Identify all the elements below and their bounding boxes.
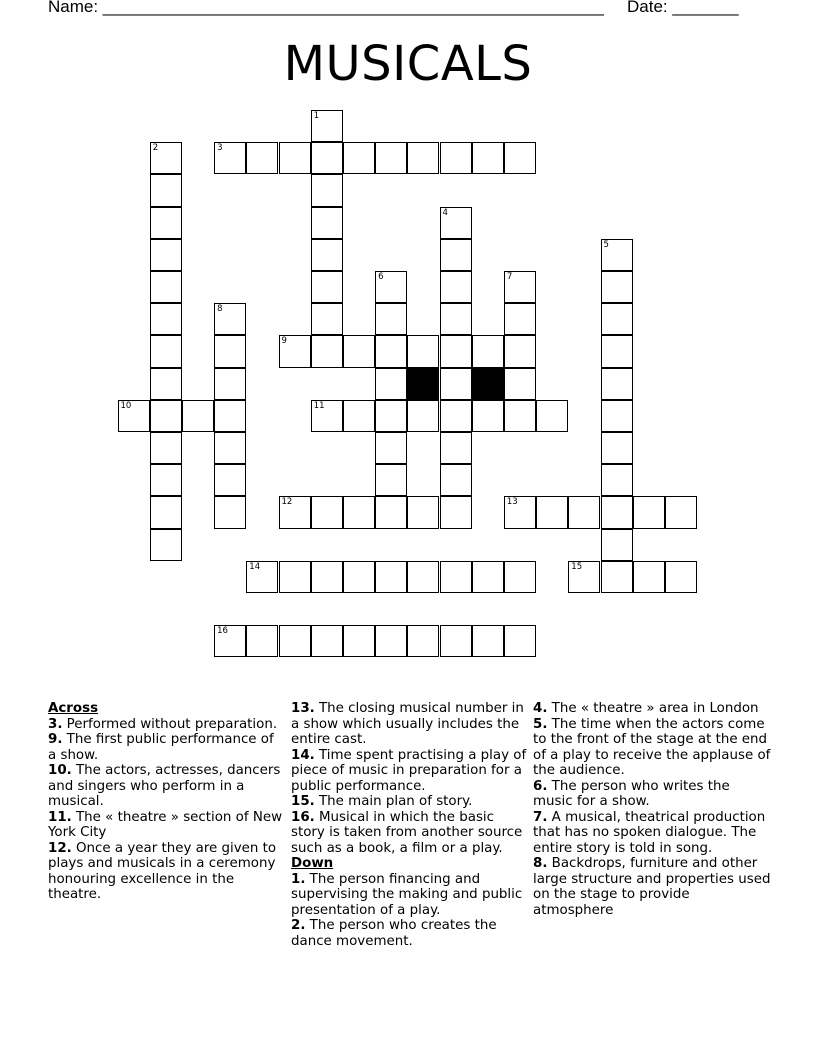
page-title: MUSICALS: [283, 36, 533, 92]
clue-item: [533, 701, 773, 717]
crossword-cell[interactable]: [150, 142, 182, 174]
crossword-cell[interactable]: [536, 496, 568, 528]
clue-number: 5: [603, 239, 609, 250]
clue-number: 1.: [291, 871, 306, 887]
crossword-cell[interactable]: [601, 335, 633, 367]
crossword-cell[interactable]: [375, 271, 407, 303]
crossword-cell[interactable]: [311, 110, 343, 142]
crossword-cell[interactable]: [311, 239, 343, 271]
crossword-cell[interactable]: [311, 400, 343, 432]
clue-number: 6: [378, 272, 384, 282]
crossword-cell[interactable]: [182, 400, 214, 432]
clue-item: [48, 841, 286, 903]
clue-text: The first public performance of a show.: [48, 732, 274, 763]
clue-number: 14: [249, 561, 261, 572]
clue-number: 16.: [291, 809, 315, 825]
crossword-cell[interactable]: [440, 271, 472, 303]
clue-number: 8: [217, 304, 223, 315]
clue-number: 11: [313, 400, 325, 411]
crossword-cell[interactable]: [375, 400, 407, 432]
clue-item: [48, 763, 286, 810]
crossword-cell[interactable]: [407, 561, 439, 593]
crossword-cell[interactable]: [214, 335, 246, 367]
crossword-cell[interactable]: [504, 142, 536, 174]
crossword-cell[interactable]: [536, 400, 568, 432]
crossword-cell[interactable]: [150, 529, 182, 561]
clues-column-2: [291, 701, 527, 949]
crossword-cell[interactable]: [343, 625, 375, 657]
crossword-cell[interactable]: [504, 335, 536, 367]
crossword-cell[interactable]: [601, 303, 633, 335]
crossword-cell[interactable]: [150, 464, 182, 496]
clue-number: 4: [442, 207, 448, 218]
crossword-cell[interactable]: [150, 400, 182, 432]
crossword-cell[interactable]: [375, 464, 407, 496]
crossword-cell[interactable]: [601, 496, 633, 528]
crossword-cell[interactable]: [407, 142, 439, 174]
crossword-cell[interactable]: [504, 561, 536, 593]
crossword-cell[interactable]: [279, 625, 311, 657]
crossword-cell[interactable]: [214, 303, 246, 335]
crossword-cell[interactable]: [601, 368, 633, 400]
crossword-cell[interactable]: [407, 400, 439, 432]
clue-text: The main plan of story.: [314, 794, 473, 809]
crossword-cell[interactable]: [150, 174, 182, 206]
clue-number: 7: [506, 272, 513, 282]
crossword-block: [407, 368, 439, 400]
crossword-cell[interactable]: [214, 142, 246, 174]
crossword-cell[interactable]: [665, 496, 697, 528]
crossword-cell[interactable]: [472, 561, 504, 593]
crossword-cell[interactable]: [504, 368, 536, 400]
crossword-cell[interactable]: [375, 142, 407, 174]
crossword-cell[interactable]: [601, 239, 633, 271]
crossword-cell[interactable]: [311, 625, 343, 657]
crossword-cell[interactable]: [214, 496, 246, 528]
crossword-cell[interactable]: [311, 207, 343, 239]
crossword-cell[interactable]: [504, 625, 536, 657]
crossword-cell[interactable]: [440, 207, 472, 239]
clue-number: 1: [313, 111, 320, 121]
clue-number: 2.: [291, 918, 306, 933]
clue-text: Once a year they are given to plays and musicals in a ceremony honouring excellence in the theatre.: [48, 840, 277, 902]
clue-text: The person financing and supervising the making and public presentation of a play.: [291, 871, 523, 918]
clue-item: [533, 779, 773, 810]
crossword-cell[interactable]: [375, 561, 407, 593]
crossword-cell[interactable]: [375, 432, 407, 464]
crossword-cell[interactable]: [633, 561, 665, 593]
crossword-cell[interactable]: [214, 432, 246, 464]
clue-item: [48, 810, 286, 841]
clue-text: The person who writes the music for a show.: [533, 778, 730, 809]
crossword-cell[interactable]: [407, 496, 439, 528]
clue-number: 7.: [533, 809, 548, 825]
crossword-cell[interactable]: [214, 400, 246, 432]
clue-number: 16: [217, 626, 228, 637]
clue-number: 14.: [291, 747, 315, 763]
clue-number: 2: [152, 143, 159, 154]
crossword-cell[interactable]: [343, 496, 375, 528]
clue-text: The closing musical number in a show which usually includes the entire cast.: [291, 701, 524, 747]
crossword-cell[interactable]: [279, 496, 311, 528]
crossword-cell[interactable]: [375, 625, 407, 657]
crossword-cell[interactable]: [150, 303, 182, 335]
crossword-cell[interactable]: [440, 368, 472, 400]
crossword-cell[interactable]: [440, 432, 472, 464]
clue-number: 15: [571, 561, 583, 572]
clue-number: 6.: [533, 778, 548, 794]
crossword-cell[interactable]: [246, 625, 278, 657]
clue-text: Time spent practising a play of piece of music in preparation for a public performance.: [291, 747, 527, 794]
crossword-block: [472, 368, 504, 400]
crossword-cell[interactable]: [279, 561, 311, 593]
crossword-cell[interactable]: [440, 464, 472, 496]
crossword-cell[interactable]: [568, 496, 600, 528]
clue-item: [291, 748, 527, 795]
clue-number: 15.: [291, 794, 315, 809]
crossword-cell[interactable]: [472, 142, 504, 174]
clue-item: [291, 701, 527, 748]
crossword-cell[interactable]: [150, 271, 182, 303]
crossword-cell[interactable]: [311, 496, 343, 528]
crossword-cell[interactable]: [440, 335, 472, 367]
crossword-cell[interactable]: [601, 400, 633, 432]
clue-number: 13.: [291, 701, 315, 716]
clue-number: 9.: [48, 732, 63, 747]
clue-item: [291, 810, 527, 857]
crossword-cell[interactable]: [407, 335, 439, 367]
clue-item: [48, 717, 286, 733]
crossword-cell[interactable]: [440, 625, 472, 657]
crossword-cell[interactable]: [440, 239, 472, 271]
crossword-cell[interactable]: [343, 335, 375, 367]
clue-number: 13: [506, 497, 518, 508]
crossword-cell[interactable]: [440, 561, 472, 593]
clue-item: [291, 794, 527, 810]
clue-item: [291, 872, 527, 919]
clue-number: 12: [281, 497, 293, 508]
crossword-cell[interactable]: [504, 496, 536, 528]
crossword-cell[interactable]: [343, 561, 375, 593]
clue-text: The actors, actresses, dancers and singers who perform in a musical.: [48, 763, 281, 809]
clue-number: 10.: [48, 763, 72, 778]
crossword-cell[interactable]: [440, 142, 472, 174]
clues-column-1: [48, 701, 286, 903]
down-heading: Down: [291, 856, 334, 871]
crossword-cell[interactable]: [633, 496, 665, 528]
clue-text: The « theatre » area in London: [547, 701, 759, 716]
clue-number: 10: [120, 400, 132, 411]
crossword-cell[interactable]: [150, 335, 182, 367]
clue-text: Performed without preparation.: [62, 716, 278, 732]
crossword-cell[interactable]: [601, 529, 633, 561]
clue-text: The person who creates the dance movement.: [291, 918, 497, 949]
crossword-cell[interactable]: [568, 561, 600, 593]
crossword-cell[interactable]: [472, 400, 504, 432]
clue-item: [533, 856, 773, 918]
crossword-cell[interactable]: [150, 368, 182, 400]
crossword-cell[interactable]: [375, 496, 407, 528]
clue-item: [48, 732, 286, 763]
crossword-cell[interactable]: [246, 561, 278, 593]
crossword-cell[interactable]: [407, 625, 439, 657]
name-field[interactable]: Name: _____________________________________________________: [48, 0, 604, 16]
crossword-cell[interactable]: [279, 142, 311, 174]
crossword-cell[interactable]: [601, 432, 633, 464]
crossword-cell[interactable]: [375, 335, 407, 367]
clue-item: [291, 918, 527, 949]
clue-item: [533, 717, 773, 779]
crossword-cell[interactable]: [343, 142, 375, 174]
clue-text: Backdrops, furniture and other large structure and properties used on the stage to provide atmosphere: [533, 856, 771, 918]
clue-item: [533, 810, 773, 857]
crossword-cell[interactable]: [440, 303, 472, 335]
crossword-cell[interactable]: [601, 271, 633, 303]
crossword-cell[interactable]: [440, 496, 472, 528]
crossword-cell[interactable]: [472, 335, 504, 367]
clue-number: 12.: [48, 840, 72, 856]
clue-text: The time when the actors come to the front of the stage at the end of a play to receive the applause of the audience.: [533, 716, 771, 778]
crossword-cell[interactable]: [601, 561, 633, 593]
crossword-cell[interactable]: [279, 335, 311, 367]
clue-text: The « theatre » section of New York City: [48, 809, 283, 840]
crossword-cell[interactable]: [214, 464, 246, 496]
crossword-cell[interactable]: [311, 335, 343, 367]
clue-text: A musical, theatrical production that has no spoken dialogue. The entire story is told in song.: [533, 809, 766, 856]
crossword-cell[interactable]: [150, 432, 182, 464]
crossword-cell[interactable]: [118, 400, 150, 432]
crossword-cell[interactable]: [665, 561, 697, 593]
crossword-cell[interactable]: [246, 142, 278, 174]
clue-number: 9: [281, 336, 287, 347]
crossword-cell[interactable]: [343, 400, 375, 432]
crossword-cell[interactable]: [504, 271, 536, 303]
crossword-cell[interactable]: [150, 496, 182, 528]
crossword-cell[interactable]: [150, 239, 182, 271]
crossword-cell[interactable]: [311, 174, 343, 206]
crossword-cell[interactable]: [601, 464, 633, 496]
clue-number: 4.: [533, 701, 548, 716]
crossword-cell[interactable]: [214, 368, 246, 400]
clue-number: 5.: [533, 716, 548, 732]
crossword-cell[interactable]: [375, 368, 407, 400]
crossword-cell[interactable]: [375, 303, 407, 335]
clue-text: Musical in which the basic story is taken from another source such as a book, a film or a play.: [291, 809, 523, 856]
crossword-cell[interactable]: [504, 400, 536, 432]
clues-column-3: [533, 701, 773, 918]
crossword-cell[interactable]: [214, 625, 246, 657]
crossword-cell[interactable]: [311, 561, 343, 593]
date-field[interactable]: Date: _______: [627, 0, 739, 16]
crossword-cell[interactable]: [504, 303, 536, 335]
across-heading: Across: [48, 701, 99, 716]
clue-number: 11.: [48, 809, 72, 825]
crossword-cell[interactable]: [440, 400, 472, 432]
clue-number: 3: [217, 143, 223, 154]
crossword-cell[interactable]: [311, 271, 343, 303]
crossword-cell[interactable]: [472, 625, 504, 657]
crossword-cell[interactable]: [150, 207, 182, 239]
clue-number: 8.: [533, 856, 548, 871]
crossword-cell[interactable]: [311, 303, 343, 335]
clue-number: 3.: [48, 716, 63, 732]
crossword-cell[interactable]: [311, 142, 343, 174]
